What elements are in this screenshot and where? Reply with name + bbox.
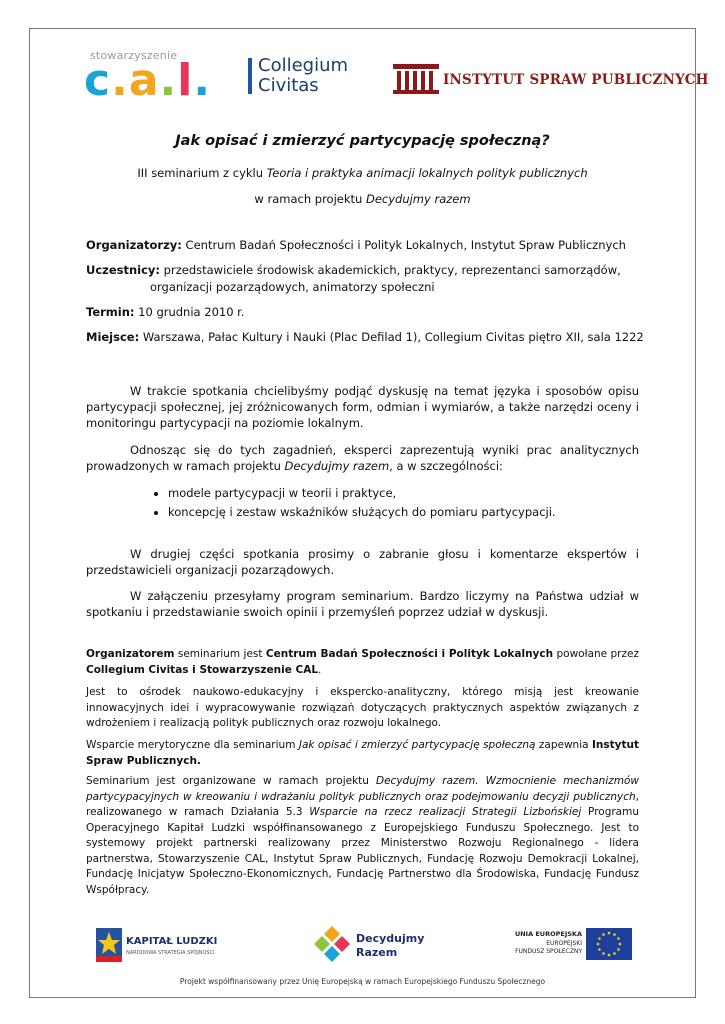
about-paragraph-4: Seminarium jest organizowane w ramach projektu Decydujmy razem. Wzmocnienie mechanizmów partycypacyjnych w kreowaniu i wdrażaniu polityk publicznych oraz podejmowaniu decyzji publicznych, realizowanego w ramach Działania 5.3 Wsparcie na rzecz realizacji Strategii Lizbońskiej Programu Operacyjnego Kapitał Ludzki współfinansowanego z Europejskiego Funduszu Społecznego. Jest to systemowy projekt partnerski realizowany przez Ministerstwo Rozwoju Regionalnego - lidera partnerstwa, Stowarzyszenie CAL, Instytut Spraw Publicznych, Fundację Rozwoju Demokracji Lokalnej, Fundację Inicjatyw Społeczno-Ekonomicznych, Fundację Partnerstwo dla Środowiska, Fundację Fundusz Współpracy. — [86, 775, 640, 896]
kapital-ludzki-logo: KAPITAŁ LUDZKI NARODOWA STRATEGIA SPÓJNOŚCI — [96, 928, 216, 964]
kapital-ludzki-icon — [96, 928, 122, 962]
document-title: Jak opisać i zmierzyć partycypację społeczną? — [175, 133, 550, 149]
isp-logo: INSTYTUT SPRAW PUBLICZNYCH — [393, 64, 683, 94]
footer-note: Projekt współfinansowany przez Unię Europejską w ramach Europejskiego Funduszu Społecznego — [179, 977, 546, 986]
date-line: Termin: 10 grudnia 2010 r. — [86, 305, 245, 319]
cal-logo-small: stowarzyszenie — [90, 49, 178, 62]
list-item: • modele partycypacji w teorii i praktyce, — [168, 484, 556, 503]
cal-logo-text: c.a.l. — [84, 55, 212, 106]
participants-line: Uczestnicy: przedstawiciele środowisk akademickich, praktycy, reprezentanci samorządów, — [86, 263, 621, 277]
body-paragraph-2: Odnosząc się do tych zagadnień, eksperci zaprezentują wyniki prac analitycznych prowadzonych w ramach projektu Decydujmy razem, a w szczególności: — [86, 443, 639, 473]
subtitle-line2: w ramach projektu Decydujmy razem — [254, 192, 471, 206]
cal-logo — [84, 48, 212, 108]
participants-line2: organizacji pozarządowych, animatorzy społeczni — [150, 280, 435, 294]
body-paragraph-3: W drugiej części spotkania prosimy o zabranie głosu i komentarze ekspertów i przedstawicieli organizacji pozarządowych. — [86, 547, 639, 577]
list-item: • koncepcję i zestaw wskaźników służących do pomiaru partycypacji. — [168, 503, 556, 522]
bullet-list — [148, 484, 556, 522]
about-paragraph-2: Jest to ośrodek naukowo-edukacyjny i ekspercko-analityczny, którego misją jest kreowanie innowacyjnych idei i wypracowywanie rozwiązań dotyczących praktycznych aspektów związanych z wdrożeniem i realizacją polityk publicznych oraz rozwoju lokalnego. — [86, 686, 639, 729]
body-paragraph-1: W trakcie spotkania chcielibyśmy podjąć dyskusję na temat języka i sposobów opisu partycypacji społecznej, jej zróżnicowanych form, odmian i wymiarów, a także narzędzi oceny i monitoringu partycypacji na poziomie lokalnym. — [86, 384, 639, 430]
body-paragraph-4: W załączeniu przesyłamy program seminarium. Bardzo liczymy na Państwa udział w spotkaniu i przedstawianie swoich opinii i przemyśleń poprzez udział w dyskusji. — [86, 589, 639, 619]
decydujmy-razem-logo: Decydujmy Razem — [312, 926, 422, 966]
decydujmy-icon — [312, 926, 352, 962]
eu-logo: UNIA EUROPEJSKA EUROPEJSKI FUNDUSZ SPOŁECZNY — [510, 928, 635, 964]
about-paragraph-3: Wsparcie merytoryczne dla seminarium Jak opisać i zmierzyć partycypację społeczną zapewnia Instytut Spraw Publicznych. — [86, 739, 639, 767]
eu-flag-icon — [586, 928, 632, 960]
about-paragraph-1: Organizatorem seminarium jest Centrum Badań Społeczności i Polityk Lokalnych powołane przez Collegium Civitas i Stowarzyszenie CAL. — [86, 648, 639, 676]
isp-column-icon — [393, 64, 439, 94]
place-line: Miejsce: Warszawa, Pałac Kultury i Nauki (Plac Defilad 1), Collegium Civitas piętro XII, sala 1222 — [86, 330, 644, 344]
organizers-line: Organizatorzy: Centrum Badań Społeczności i Polityk Lokalnych, Instytut Spraw Publicznych — [86, 238, 626, 252]
subtitle-line1: III seminarium z cyklu Teoria i praktyka animacji lokalnych polityk publicznych — [137, 166, 588, 180]
